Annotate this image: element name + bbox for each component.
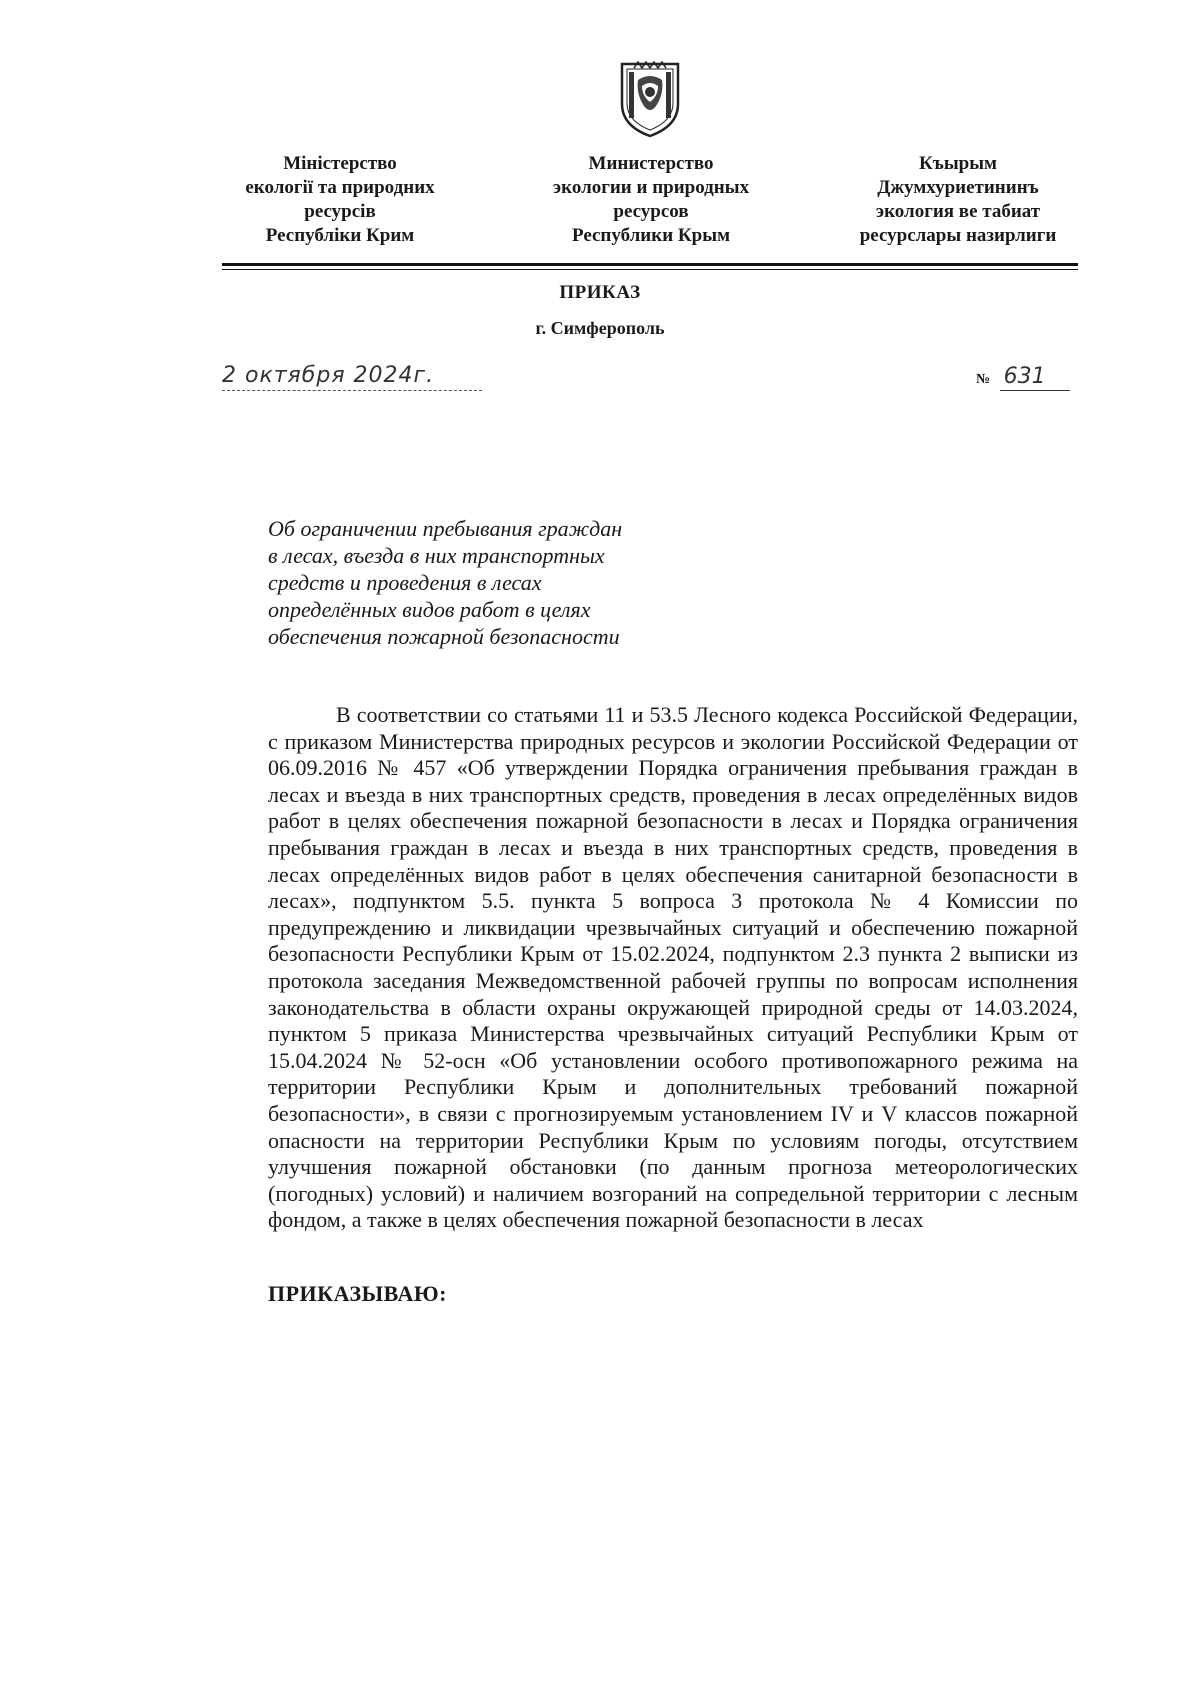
header-ministry-russian: Министерство экологии и природных ресурсов Республики Крым (552, 153, 750, 246)
handwritten-date: 2 октября 2024г. (222, 362, 482, 391)
document-subject: Об ограничении пребывания граждан в лесах, въезда в них транспортных средств и проведения в лесах определённых видов работ в целях обеспечения пожарной безопасности (268, 516, 623, 649)
document-city: г. Симферополь (535, 318, 665, 338)
document-body-paragraph: В соответствии со статьями 11 и 53.5 Лесного кодекса Российской Федерации, с приказом Министерства природных ресурсов и экологии Российской Федерации от 06.09.2016 № 457 «Об утверждении Порядка ограничения пребывания граждан в лесах и въезда в них транспортных средств, проведения в лесах определённых видов работ в целях обеспечения пожарной безопасности в лесах и Порядка ограничения пребывания граждан в лесах и въезда в них транспортных средств, проведения в лесах определённых видов работ в целях обеспечения санитарной безопасности в лесах», подпунктом 5.5. пункта 5 вопроса 3 протокола № 4 Комиссии по предупреждению и ликвидации чрезвычайных ситуаций и обеспечению пожарной безопасности Республики Крым от 15.02.2024, подпунктом 2.3 пункта 2 выписки из протокола заседания Межведомственной рабочей группы по вопросам исполнения законодательства в области охраны окружающей природной среды от 14.03.2024, пунктом 5 приказа Министерства чрезвычайных ситуаций Республики Крым от 15.04.2024 № 52-осн «Об установлении особого противопожарного режима на территории Республики Крым и дополнительных требований пожарной безопасности», в связи с прогнозируемым установлением IV и V классов пожарной опасности на территории Республики Крым по условиям погоды, отсутствием улучшения пожарной обстановки (по данным прогноза метеорологических (погодных) условий) и наличием возгораний на сопредельной территории с лесным фондом, а также в целях обеспечения пожарной безопасности в лесах (268, 702, 1078, 1233)
header-divider-thin (222, 269, 1078, 270)
header-ministry-ukrainian: Міністерство екології та природних ресурсів Республіки Крим (245, 153, 435, 246)
header-ministry-crimean-tatar: Къырым Джумхуриетининъ экология ве табиат ресурслары назирлиги (859, 153, 1057, 246)
document-type-title: ПРИКАЗ (559, 282, 641, 303)
header-divider-thick (222, 263, 1078, 266)
handwritten-number: 631 (1000, 364, 1070, 391)
document-number (976, 364, 1070, 391)
order-directive-word: ПРИКАЗЫВАЮ: (268, 1281, 447, 1306)
coat-of-arms-icon (616, 60, 684, 138)
number-label: № (976, 372, 991, 387)
